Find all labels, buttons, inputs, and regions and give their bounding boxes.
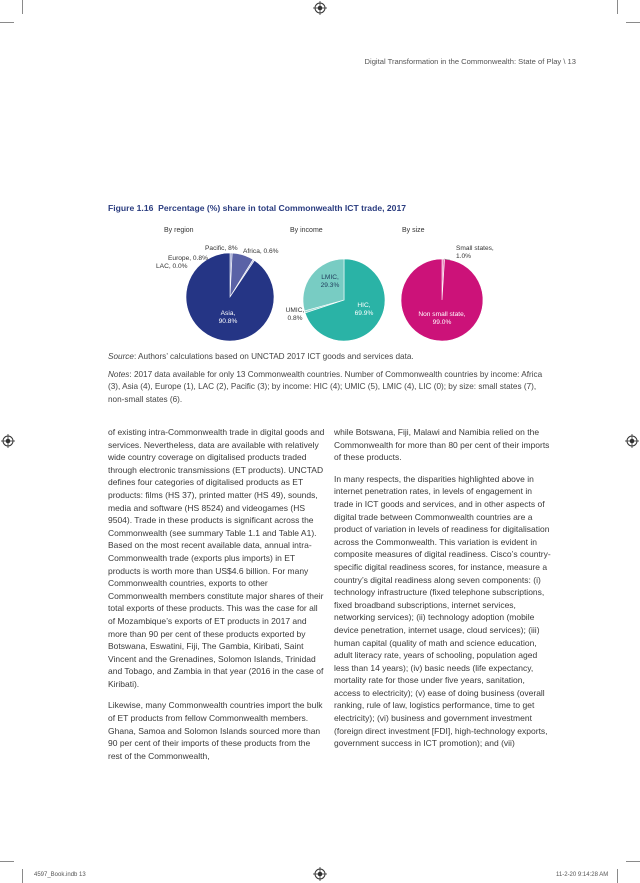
slice-label: Europe, 0.8%: [168, 255, 208, 262]
crop-mark: [617, 0, 618, 14]
crop-mark: [626, 22, 640, 23]
registration-mark-icon: [313, 867, 327, 881]
figure-number: Figure 1.16: [108, 203, 154, 213]
body-paragraph: In many respects, the disparities highlighted above in internet penetration rates, in levels of engagement in trade in ICT goods and services, and in other aspects of digital trade between Commonwealth countries are a product of variation in levels of readiness for digitalisation across the Commonwealth. This variation is evident in composite measures of digital readiness. Cisco’s country-specific digital readiness scores, for instance, measure a country’s digital readiness along seven components: (i) technology infrastructure (fixed telephone subscriptions, fixed broadband subscriptions, internet services, networking services); (ii) technology adoption (mobile device penetration, internet usage, cloud services); (iii) human capital (quality of math and science education, adult literacy rate, years of schooling, population aged less than 14 years); (iv) basic needs (life expectancy, mortality rate for those under five years, sanitation, access to electricity); (v) ease of doing business (overall ranking, rule of law, logistics performance, time to get electricity); (vi) business and government investment (foreign direct investment [FDI], high-technology exports, government success in ICT promotion); and (vii): [334, 473, 551, 749]
crop-mark: [22, 0, 23, 14]
notes-text: : 2017 data available for only 13 Commonwealth countries. Number of Commonwealth countries by income: Africa (3), Asia (4), Europe (1), LAC (2), Pacific (3); by income: HIC (4); UMIC (5), LMIC (4), LIC (0); by size: small states (7), non-small states (6).: [108, 370, 543, 404]
notes-label: Notes: [108, 370, 130, 379]
crop-mark: [626, 861, 640, 862]
registration-mark-icon: [625, 434, 639, 448]
panel-title-region: By region: [164, 227, 194, 234]
figure-notes: [108, 369, 553, 406]
source-label: Source: [108, 352, 134, 361]
crop-mark: [22, 869, 23, 883]
body-paragraph: of existing intra-Commonwealth trade in digital goods and services. Nevertheless, data are available with relatively wide country coverage on digitalised products traded through electronic transmissions (ET products). UNCTAD defines four categories of digitalised products as ET products: films (HS 37), printed matter (HS 49), sounds, media and software (HS 8524) and videogames (HS 9504). Trade in these products is significant across the Commonwealth (see summary Table 1.1 and Table A1). Based on the most recent available data, annual intra-Commonwealth trade (exports plus imports) in ET products is worth more than US$4.6 billion. For many Commonwealth countries, exports to other Commonwealth members constitute major shares of their total exports of these products. This was the case for all of Mozambique’s exports of ET products in 2017 and more than 90 per cent of these products exported by Botswana, Eswatini, Fiji, The Gambia, Kiribati, Saint Vincent and the Grenadines, Solomon Islands, Trinidad and Tobago, and Zambia in that year (2016 in the case of Kiribati).: [108, 427, 325, 689]
pie-slice-non-small-state: [401, 259, 483, 341]
slice-label: HIC, 69.9%: [354, 302, 374, 317]
slice-label: Africa, 0.6%: [243, 248, 279, 255]
body-column-left: [108, 426, 326, 771]
slice-label: Pacific, 8%: [205, 245, 238, 252]
pie-slice-asia: [186, 253, 274, 341]
running-head: Digital Transformation in the Commonwealth: State of Play \ 13: [364, 57, 576, 66]
crop-mark: [0, 861, 14, 862]
crop-mark: [617, 869, 618, 883]
panel-title-income: By income: [290, 227, 323, 234]
registration-mark-icon: [1, 434, 15, 448]
slug-date: 11-2-20 9:14:28 AM: [556, 872, 609, 878]
body-column-right: [334, 426, 552, 759]
panel-title-size: By size: [402, 227, 425, 234]
figure-title: [108, 203, 406, 213]
crop-mark: [0, 22, 14, 23]
slice-label: LMIC, 29.3%: [320, 274, 340, 289]
slug-file: 4597_Book.indb 13: [34, 872, 86, 878]
pie-charts: [108, 236, 508, 346]
slice-label: LAC, 0.0%: [156, 263, 188, 270]
registration-mark-icon: [313, 1, 327, 15]
slice-label: Asia, 90.8%: [218, 310, 238, 325]
figure-source: [108, 351, 548, 363]
body-paragraph: Likewise, many Commonwealth countries import the bulk of ET products from fellow Commonwealth members. Ghana, Samoa and Solomon Islands sourced more than 90 per cent of their imports of these products from the rest of the Commonwealth,: [108, 700, 323, 761]
figure-caption: Percentage (%) share in total Commonwealth ICT trade, 2017: [158, 203, 407, 213]
source-text: : Authors’ calculations based on UNCTAD 2017 ICT goods and services data.: [133, 352, 414, 361]
body-paragraph: while Botswana, Fiji, Malawi and Namibia relied on the Commonwealth for more than 80 per cent of their imports of these products.: [334, 427, 550, 463]
slice-label: UMIC, 0.8%: [285, 307, 305, 322]
slice-label: Non small state, 99.0%: [418, 311, 466, 326]
slice-label: Small states, 1.0%: [456, 245, 494, 260]
